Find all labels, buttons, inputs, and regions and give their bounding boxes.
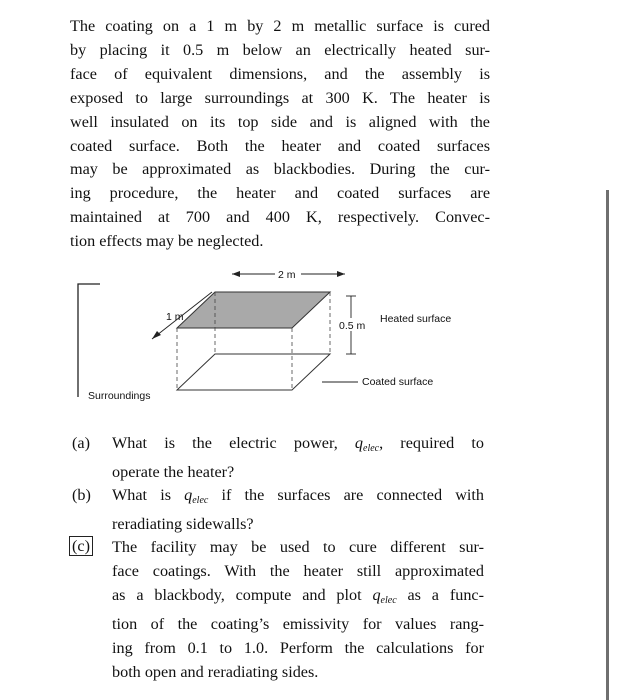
- text-segment: What is the electric power,: [112, 434, 355, 452]
- question-c: [72, 536, 484, 684]
- question-text-line: [112, 536, 484, 560]
- question-text-line: [112, 637, 484, 661]
- question-label: (b): [72, 486, 91, 504]
- question-a: [72, 432, 484, 485]
- depth-dimension-label: 1 m: [166, 311, 184, 323]
- problem-text-line: well insulated on its top side and is aligned with the: [70, 112, 490, 131]
- width-arrowhead-right: [337, 271, 345, 277]
- heated-surface-label: Heated surface: [380, 313, 452, 325]
- coated-surface-label: Coated surface: [362, 376, 434, 388]
- width-dimension-label: 2 m: [278, 269, 296, 281]
- question-text-line: [112, 661, 484, 685]
- question-label: (a): [72, 434, 90, 452]
- q-elec-symbol: $q_{elec}$: [184, 486, 209, 506]
- text-segment: The facility may be used to cure different sur-: [112, 538, 484, 556]
- question-text-line: [112, 513, 484, 537]
- text-segment: if the surfaces are connected with: [208, 486, 485, 504]
- problem-text-line: tion effects may be neglected.: [70, 232, 264, 251]
- text-segment: , required to: [379, 434, 484, 452]
- question-text-line: [112, 560, 484, 584]
- problem-figure: [60, 262, 452, 412]
- text-segment: What is: [112, 486, 185, 504]
- depth-arrowhead: [152, 331, 161, 339]
- question-text-line: [112, 584, 484, 613]
- problem-text-line: face of equivalent dimensions, and the assembly is: [70, 64, 490, 83]
- text-segment: tion of the coating’s emissivity for values rang-: [112, 614, 484, 633]
- page-edge-scrollbar: [606, 190, 609, 700]
- text-segment: operate the heater?: [112, 462, 235, 481]
- question-text-line: [112, 484, 484, 513]
- text-segment: ing from 0.1 to 1.0. Perform the calculations for: [112, 638, 484, 657]
- problem-text-line: maintained at 700 and 400 K, respectively. Convec-: [70, 208, 490, 227]
- question-text-line: [112, 461, 484, 485]
- q-elec-symbol: $q_{elec}$: [372, 585, 397, 606]
- gap-dimension-label: 0.5 m: [339, 320, 366, 332]
- problem-text-line: may be approximated as blackbodies. During the cur-: [70, 160, 490, 179]
- question-b: [72, 484, 484, 537]
- surroundings-label: Surroundings: [88, 390, 151, 402]
- problem-text-line: coated surface. Both the heater and coated surfaces: [70, 136, 490, 155]
- problem-text-line: The coating on a 1 m by 2 m metallic surface is cured: [70, 17, 490, 35]
- question-label: (c): [69, 536, 93, 556]
- question-text-line: [112, 613, 484, 637]
- text-segment: reradiating sidewalls?: [112, 514, 254, 533]
- problem-text-line: ing procedure, the heater and coated surfaces are: [70, 184, 490, 203]
- text-segment: both open and reradiating sides.: [112, 662, 319, 681]
- text-segment: as a func-: [396, 585, 484, 604]
- text-segment: face coatings. With the heater still approximated: [112, 561, 484, 580]
- heated-surface-plate: [177, 292, 330, 328]
- problem-text-line: exposed to large surroundings at 300 K. The heater is: [70, 88, 490, 107]
- text-segment: as a blackbody, compute and plot: [112, 585, 373, 604]
- coated-surface-plate: [177, 354, 330, 390]
- q-elec-symbol: $q_{elec}$: [354, 434, 380, 454]
- question-text-line: [112, 432, 484, 461]
- surroundings-bracket: [78, 284, 100, 397]
- problem-statement: [70, 15, 490, 254]
- width-arrowhead-left: [232, 271, 240, 277]
- problem-text-line: by placing it 0.5 m below an electrically heated sur-: [70, 40, 490, 59]
